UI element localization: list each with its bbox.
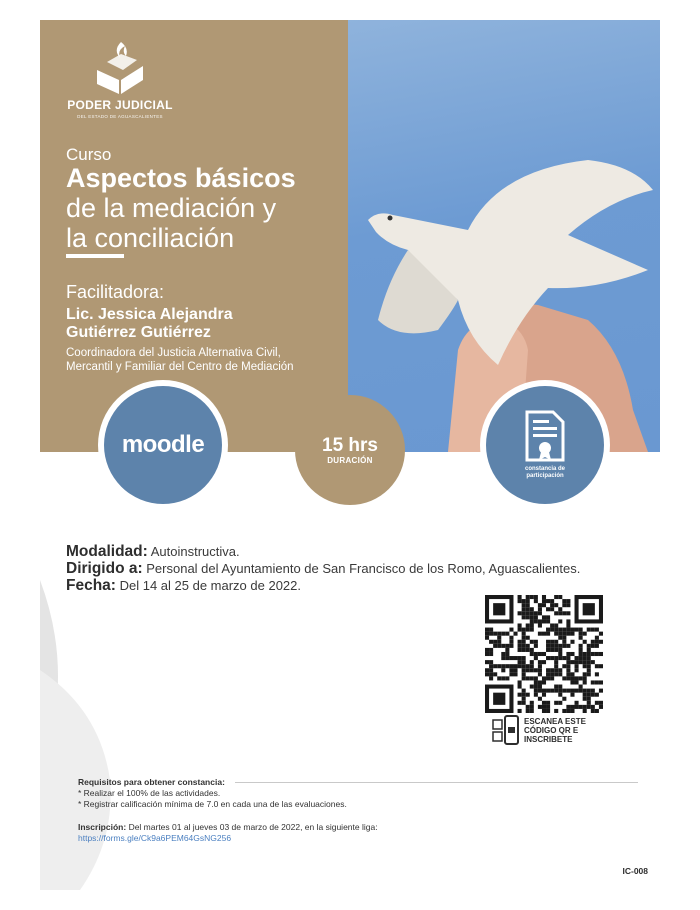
- moodle-badge: [104, 386, 222, 504]
- facilitator-name: [66, 306, 346, 342]
- dove-photo: [348, 20, 660, 452]
- fecha-label: Fecha:: [66, 577, 116, 594]
- certificate-icon: [523, 410, 567, 462]
- duration-value: 15 hrs: [322, 434, 378, 456]
- facilitator-name-line1: Lic. Jessica Alejandra: [66, 306, 233, 323]
- duration-badge: [295, 395, 405, 505]
- institution-name: PODER JUDICIAL: [67, 98, 173, 112]
- fecha-value: Del 14 al 25 de marzo de 2022.: [119, 578, 301, 593]
- registration-label: Inscripción:: [78, 822, 127, 832]
- requirements-heading-row: [78, 777, 638, 788]
- institution-subtitle: DEL ESTADO DE AGUASCALIENTES: [77, 114, 163, 119]
- facilitator-role-line2: Mercantil y Familiar del Centro de Mediación: [66, 361, 294, 373]
- institution-logo: [65, 40, 175, 119]
- course-flyer: [40, 20, 660, 890]
- phone-scan-icon: [492, 715, 520, 745]
- certificate-label: constancia de participación: [524, 466, 565, 479]
- registration-link[interactable]: https://forms.gle/Ck9a6PEM64GsNG256: [78, 833, 232, 843]
- modalidad-label: Modalidad:: [66, 543, 148, 560]
- registration-text-row: [78, 822, 638, 833]
- duration-label: DURACIÓN: [327, 455, 373, 465]
- modalidad-row: [66, 543, 656, 560]
- moodle-logo-text: moodle: [121, 431, 205, 458]
- course-title: [66, 163, 346, 253]
- requirements: [78, 777, 638, 810]
- facilitator-name-line2: Gutiérrez Gutiérrez: [66, 324, 211, 341]
- dirigido-row: [66, 560, 656, 577]
- requirement-item: * Realizar el 100% de las actividades.: [78, 788, 221, 798]
- course-details: [66, 543, 656, 594]
- dirigido-value: Personal del Ayuntamiento de San Francisco de los Romo, Aguascalientes.: [146, 561, 581, 576]
- facilitator-label: Facilitadora:: [66, 282, 165, 302]
- requirements-divider: [235, 782, 638, 783]
- qr-code-icon[interactable]: [485, 595, 603, 713]
- title-underline: [66, 254, 124, 258]
- document-code: IC-008: [622, 866, 648, 876]
- facilitator-role-line1: Coordinadora del Justicia Alternativa Civil,: [66, 347, 281, 359]
- fecha-row: [66, 577, 656, 594]
- course-title-line3: la conciliación: [66, 223, 235, 253]
- book-flame-icon: [93, 40, 147, 96]
- modalidad-value: Autoinstructiva.: [150, 544, 240, 559]
- course-title-line2: de la mediación y: [66, 193, 277, 223]
- requirements-heading: Requisitos para obtener constancia:: [78, 777, 225, 787]
- course-title-bold: Aspectos básicos: [66, 163, 296, 193]
- course-label: Curso: [66, 145, 112, 164]
- registration: [78, 822, 638, 844]
- certificate-badge: [486, 386, 604, 504]
- qr-caption-text: ESCANEA ESTE CÓDIGO QR E INSCRIBETE: [524, 716, 586, 744]
- dirigido-label: Dirigido a:: [66, 560, 143, 577]
- facilitator-role: [66, 346, 348, 374]
- requirement-item: * Registrar calificación mínima de 7.0 en cada una de las evaluaciones.: [78, 799, 347, 809]
- qr-caption: [492, 715, 612, 745]
- registration-text: Del martes 01 al jueves 03 de marzo de 2022, en la siguiente liga:: [128, 822, 378, 832]
